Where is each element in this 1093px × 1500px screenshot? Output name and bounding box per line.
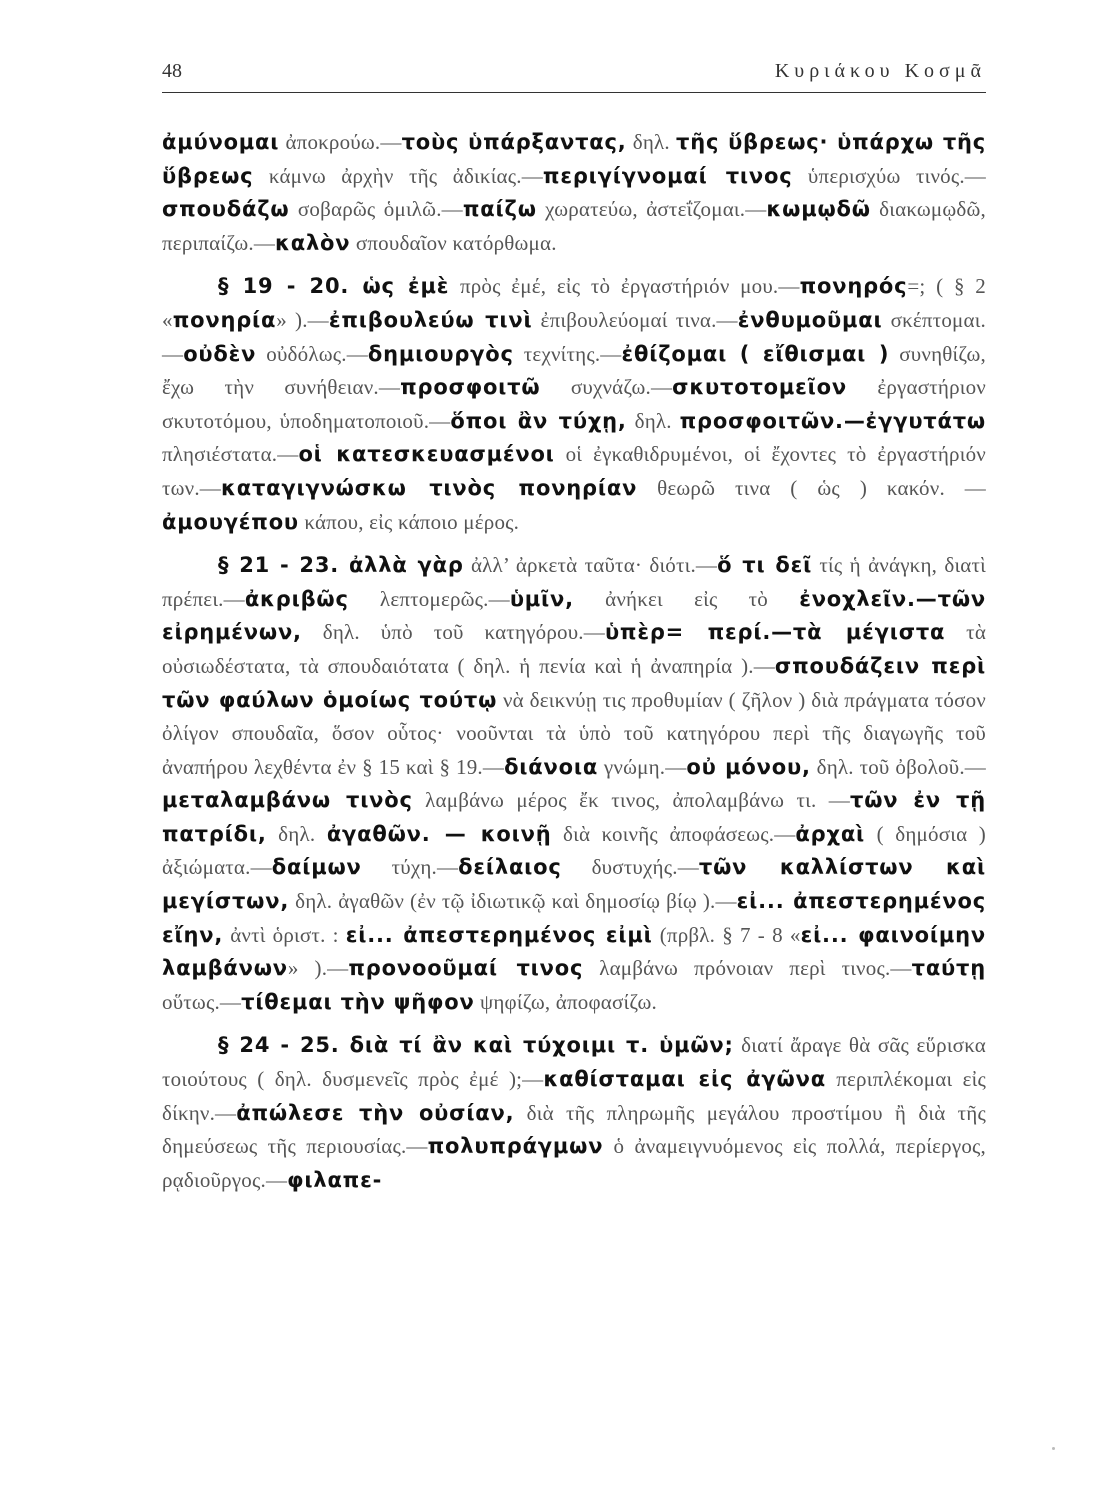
headword: ὑμῖν,	[509, 586, 574, 611]
headword: ἀμύνομαι	[162, 130, 280, 154]
gloss-text: κάμνω ἀρχὴν τῆς ἀδικίας.—	[253, 163, 543, 188]
gloss-text: ἐπιβουλεύομαί τινα.—	[532, 307, 738, 332]
paragraph	[162, 549, 986, 1019]
headword: προσφοιτῶ	[400, 375, 541, 400]
gloss-text: ψηφίζω, ἀποφασίζω.	[474, 989, 657, 1014]
gloss-text: δηλ. τοῦ ὀβολοῦ.—	[810, 754, 986, 779]
gloss-text: τὰ οὐσιωδέστατα, τὰ σπουδαιότατα ( δηλ. ἡ πενία καὶ ἡ ἀναπηρία ).—	[162, 620, 987, 678]
headword: τῶν ἐν τῇ πατρίδι,	[162, 788, 986, 846]
gloss-text: ( δημόσια ) ἀξιώματα.—	[162, 821, 987, 880]
gloss-text: σπουδαῖον κατόρθωμα.	[350, 230, 557, 255]
headword: ὅποι ἂν τύχῃ,	[450, 408, 627, 433]
gloss-text: περιπλέκομαι εἰς δίκην.—	[162, 1067, 986, 1125]
headword: ἀκριβῶς	[244, 586, 349, 611]
headword: σκυτοτομεῖον	[672, 375, 847, 400]
gloss-text: τίς ἡ ἀνάγκη, διατὶ πρέπει.—	[162, 553, 986, 611]
gloss-text: λαμβάνω πρόνοιαν περὶ τινος.—	[583, 956, 912, 981]
gloss-text: χωρατεύω, ἀστεΐζομαι.—	[536, 197, 767, 222]
paragraph	[162, 1029, 986, 1197]
headword: πονηρία	[172, 307, 277, 332]
headword: δείλαιος	[458, 855, 562, 880]
headword: § 21 - 23. ἀλλὰ γὰρ	[218, 553, 464, 578]
gloss-text: δηλ. ἀγαθῶν (ἐν τῷ ἰδιωτικῷ καὶ δημοσίῳ βίῳ ).—	[289, 889, 737, 914]
headword: σπουδάζειν περὶ τῶν φαύλων ὁμοίως τούτῳ	[162, 653, 987, 712]
gloss-text: ἀνήκει εἰς τὸ	[573, 586, 800, 611]
gloss-text: τύχη.—	[361, 855, 459, 880]
headword: περιγίγνομαί τινος	[542, 163, 793, 188]
headword: παίζω	[462, 197, 537, 222]
headword: ἀρχαὶ	[795, 821, 866, 846]
gloss-text: ἀλλ’ ἀρκετὰ ταῦτα· διότι.—	[463, 553, 718, 578]
gloss-text: λεπτομερῶς.—	[348, 586, 510, 611]
headword: ἐνθυμοῦμαι	[737, 307, 883, 332]
gloss-text: θεωρῶ τινα ( ὡς ) κακόν. —	[637, 475, 986, 500]
gloss-text: (πρβλ. § 7 - 8 «	[652, 922, 801, 947]
gloss-text: διὰ τῆς πληρωμῆς μεγάλου προστίμου ἢ διὰ τῆς δημεύσεως τῆς περιουσίας.—	[162, 1100, 986, 1159]
gloss-text: ἀποκρούω.—	[279, 130, 402, 154]
headword: οὐ μόνου,	[686, 754, 811, 779]
headword: κωμῳδῶ	[766, 197, 871, 222]
headword: καλὸν	[275, 230, 351, 255]
headword: τίθεμαι τὴν ψῆφον	[241, 989, 475, 1014]
headword: τοὺς ὑπάρξαντας,	[401, 130, 627, 154]
gloss-text: συχνάζω.—	[540, 375, 673, 400]
headword: ἀγαθῶν. — κοινῇ	[326, 821, 552, 846]
gloss-text: γνώμη.—	[598, 754, 687, 779]
headword: πονηρός	[799, 274, 908, 299]
headword: μεταλαμβάνω τινὸς	[162, 788, 413, 813]
gloss-text: » ).—	[276, 307, 329, 332]
gloss-text: διὰ κοινῆς ἀποφάσεως.—	[551, 821, 796, 846]
headword: ἐθίζομαι ( εἴθισμαι )	[621, 341, 890, 366]
headword: ταύτῃ	[911, 956, 986, 981]
headword: εἰ... φαινοίμην λαμβάνων	[162, 922, 986, 981]
paper-speck	[1052, 1447, 1055, 1450]
headword: § 24 - 25. διὰ τί ἂν καὶ τύχοιμι τ. ὑμῶν;	[218, 1033, 734, 1058]
gloss-text: οὕτως.—	[162, 989, 242, 1014]
headword: καταγιγνώσκω τινὸς πονηρίαν	[221, 475, 638, 500]
headword: εἰ... ἀπεστερημένος εἰμὶ	[345, 922, 653, 947]
gloss-text: ὁ ἀναμειγνυόμενος εἰς πολλά, περίεργος, ρᾳδιοῦργος.—	[162, 1134, 986, 1192]
headword: καθίσταμαι εἰς ἀγῶνα	[543, 1067, 826, 1092]
headword: ἐνοχλεῖν.—τῶν εἰρημένων,	[162, 586, 986, 645]
headword: εἰ... ἀπεστερημένος εἴην,	[162, 889, 986, 947]
paragraph	[162, 270, 986, 539]
text-body	[162, 126, 986, 1466]
gloss-text: ὑπερισχύω τινός.—	[792, 163, 987, 188]
gloss-text: διατί ἄραγε θὰ σᾶς εὕρισκα τοιούτους ( δηλ. δυσμενεῖς πρὸς ἐμέ );—	[162, 1033, 986, 1092]
headword: ἐπιβουλεύω τινὶ	[328, 307, 533, 332]
page-number: 48	[162, 60, 182, 82]
headword: διάνοια	[504, 754, 599, 779]
gloss-text: οἱ ἐγκαθιδρυμένοι, οἱ ἔχοντες τὸ ἐργαστήριόν των.—	[162, 442, 986, 500]
headword: ὑπὲρ= περί.—τὰ μέγιστα	[604, 620, 946, 645]
headword: οὐδὲν	[183, 341, 257, 366]
gloss-text: δηλ.	[626, 130, 677, 154]
running-header	[162, 60, 986, 93]
headword: οἱ κατεσκευασμένοι	[298, 442, 555, 467]
gloss-text: σκέπτομαι.—	[162, 307, 987, 366]
headword: ὅ τι δεῖ	[717, 553, 813, 578]
headword: ἀμουγέπου	[162, 509, 299, 534]
headword: ἀπώλεσε τὴν οὐσίαν,	[236, 1100, 515, 1125]
gloss-text: οὐδόλως.—	[256, 341, 368, 366]
gloss-text: σοβαρῶς ὁμιλῶ.—	[289, 197, 463, 222]
gloss-text: δηλ.	[626, 408, 680, 433]
headword: δαίμων	[271, 855, 362, 880]
gloss-text: ἀντὶ ὁριστ. :	[223, 922, 346, 947]
gloss-text: δυστυχής.—	[561, 855, 699, 880]
gloss-text: συνηθίζω, ἔχω τὴν συνήθειαν.—	[162, 341, 986, 400]
gloss-text: νὰ δεικνύῃ τις προθυμίαν ( ζῆλον ) διὰ πράγματα τόσον ὀλίγον σπουδαῖα, ὅσον οὗτος· νοοῦνται τὰ ὑπὸ τοῦ κατηγόρου περὶ τῆς διαγωγῆς τοῦ ἀναπήρου λεχθέντα ἐν § 15 καὶ § 19.—	[162, 687, 986, 779]
gloss-text: δηλ. ὑπὸ τοῦ κατηγόρου.—	[301, 620, 605, 645]
paragraph	[162, 126, 986, 260]
gloss-text: λαμβάνω μέρος ἔκ τινος, ἀπολαμβάνω τι. —	[412, 788, 850, 813]
headword: πολυπράγμων	[427, 1134, 604, 1159]
headword: φιλαπε-	[287, 1167, 383, 1192]
gloss-text: ἐργαστήριον σκυτοτόμου, ὑποδηματοποιοῦ.—	[162, 375, 986, 433]
running-head-author: Κυριάκου Κοσμᾶ	[774, 60, 986, 82]
gloss-text: διακωμῳδῶ, περιπαίζω.—	[162, 197, 986, 255]
gloss-text: » ).—	[287, 956, 349, 981]
gloss-text: =; ( § 2 «	[162, 274, 986, 332]
headword: τῆς ὕβρεως· ὑπάρχω τῆς ὕβρεως	[162, 130, 987, 188]
gloss-text: τεχνίτης.—	[513, 341, 622, 366]
headword: δημιουργὸς	[367, 341, 514, 366]
gloss-text: πρὸς ἐμέ, εἰς τὸ ἐργαστήριόν μου.—	[449, 274, 800, 299]
headword: προσφοιτῶν.—ἐγγυτάτω	[679, 408, 986, 433]
gloss-text: πλησιέστατα.—	[162, 442, 299, 467]
headword: προνοοῦμαί τινος	[348, 956, 584, 981]
gloss-text: κάπου, εἰς κάποιο μέρος.	[298, 509, 520, 534]
headword: τῶν καλλίστων καὶ μεγίστων,	[162, 855, 986, 914]
headword: σπουδάζω	[162, 197, 290, 222]
gloss-text: δηλ.	[266, 821, 327, 846]
headword: § 19 - 20. ὡς ἐμὲ	[218, 274, 450, 299]
